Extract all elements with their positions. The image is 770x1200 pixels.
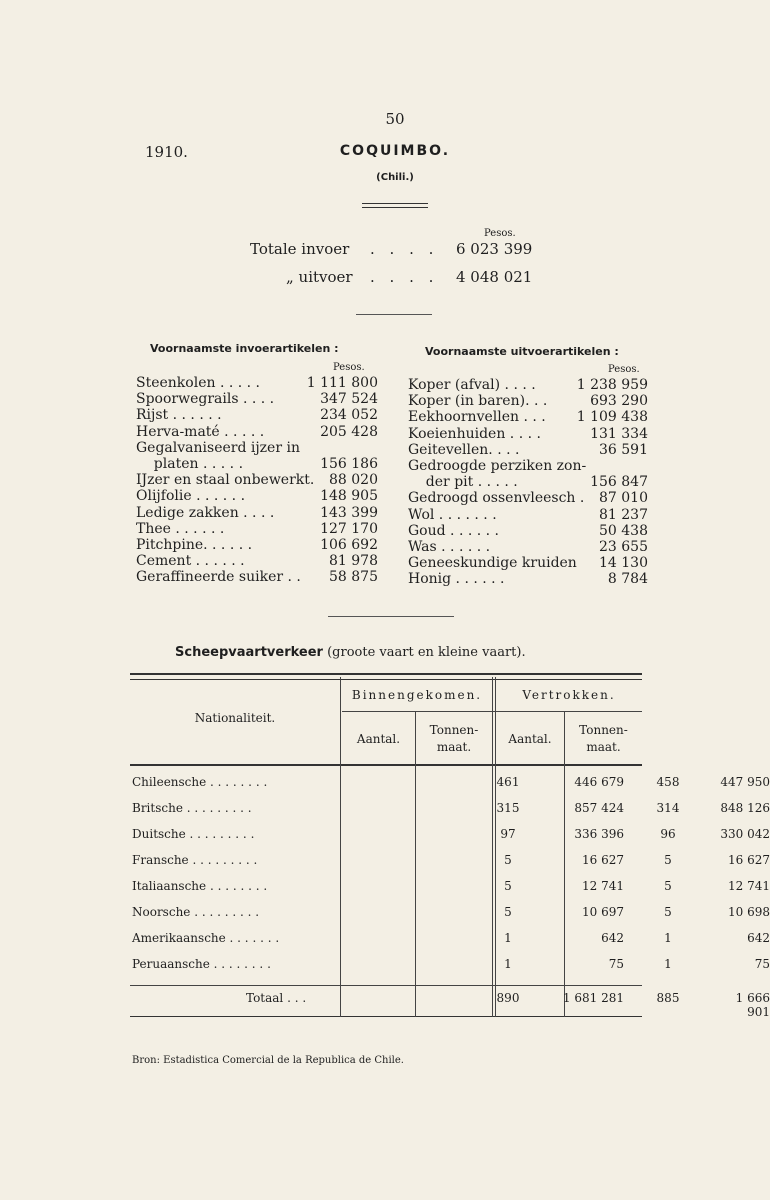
header-tonnage-2: Tonnen- maat. (579, 723, 628, 754)
table-row: Amerikaansche . . . . . . . 1 642 1 642 (132, 931, 770, 945)
list-item: Spoorwegrails . . . . 347 524 (136, 391, 378, 408)
section-divider-2 (328, 616, 454, 617)
list-item: Gedroogd ossenvleesch . 87 010 (408, 490, 648, 507)
list-item: Goud . . . . . . 50 438 (408, 522, 648, 539)
total-label: Totaal . . . (246, 991, 307, 1005)
table-row: Britsche . . . . . . . . . 315 857 424 314 848 126 (132, 801, 770, 815)
list-item: Geraffineerde suiker . . 58 875 (136, 569, 378, 586)
list-item: Ledige zakken . . . . 143 399 (136, 504, 378, 521)
table-header-rule (130, 764, 642, 766)
table-total-rule (130, 985, 642, 986)
list-item: Thee . . . . . . 127 170 (136, 520, 378, 537)
total-import-label: Totale invoer (250, 240, 350, 258)
list-item: Gegalvaniseerd ijzer in (136, 439, 300, 456)
header-nationality: Nationaliteit. (194, 711, 276, 725)
totals-block (0, 0, 715, 300)
country-subtitle: (Chili.) (376, 172, 414, 183)
total-export-row (250, 268, 540, 290)
table-row: Noorsche . . . . . . . . . 5 10 697 5 10 698 (132, 905, 770, 919)
section-divider (356, 314, 432, 315)
list-item: Wol . . . . . . . 81 237 (408, 506, 648, 523)
totals-unit: Pesos. (484, 228, 516, 239)
list-item: Eekhoornvellen . . . 1 109 438 (408, 409, 648, 426)
list-item: Koper (in baren). . . 693 290 (408, 393, 648, 410)
year: 1910. (145, 143, 188, 161)
list-item: Koeienhuiden . . . . 131 334 (408, 425, 648, 442)
list-item: Geitevellen. . . . 36 591 (408, 441, 648, 458)
exports-unit: Pesos. (608, 364, 640, 375)
list-item: Cement . . . . . . 81 978 (136, 553, 378, 570)
list-item: Honig . . . . . . 8 784 (408, 571, 648, 588)
total-export-label: „ uitvoer (286, 268, 353, 286)
page-title: COQUIMBO. (339, 143, 451, 159)
list-item: Was . . . . . . 23 655 (408, 538, 648, 555)
list-item: Koper (afval) . . . . 1 238 959 (408, 377, 648, 393)
shipping-title-main: Scheepvaartverkeer (175, 645, 323, 660)
table-row: Italiaansche . . . . . . . . 5 12 741 5 12 741 (132, 879, 770, 893)
source-note: Bron: Estadistica Comercial de la Republica de Chile. (132, 1055, 404, 1066)
table-row: Duitsche . . . . . . . . . 97 336 396 96 330 042 (132, 827, 770, 841)
header-departed: Vertrokken. (522, 688, 616, 702)
total-import-value: 6 023 399 (456, 240, 533, 258)
list-item: Gedroogde perziken zon- (408, 457, 587, 474)
list-item: der pit . . . . . 156 847 (408, 474, 648, 491)
header-tonnage-1: Tonnen- maat. (429, 723, 479, 754)
list-item: Olijfolie . . . . . . 148 905 (136, 488, 378, 505)
list-item: Steenkolen . . . . . 1 111 800 (136, 375, 378, 391)
exports-title: Voornaamste uitvoerartikelen : (425, 345, 619, 358)
table-row: Chileensche . . . . . . . . 461 446 679 458 447 950 (132, 775, 770, 789)
list-item: Rijst . . . . . . 234 052 (136, 407, 378, 424)
list-item: Pitchpine. . . . . . 106 692 (136, 536, 378, 553)
list-item: Geneeskundige kruiden 14 130 (408, 555, 648, 572)
table-top-rule (130, 673, 642, 680)
total-import-dots: . . . . (370, 240, 439, 258)
table-total-row: Totaal . . . 890 1 681 281 885 1 666 901 (246, 991, 770, 1019)
imports-title: Voornaamste invoerartikelen : (150, 342, 339, 355)
total-import-row (250, 240, 540, 262)
exports-list (408, 377, 648, 587)
header-count-2: Aantal. (508, 732, 552, 746)
header-count-1: Aantal. (356, 732, 401, 746)
total-export-value: 4 048 021 (456, 268, 533, 286)
list-item: IJzer en staal onbewerkt. 88 020 (136, 472, 378, 489)
imports-unit: Pesos. (333, 362, 365, 373)
list-item: platen . . . . . 156 186 (136, 455, 378, 472)
table-row: Peruaansche . . . . . . . . 1 75 1 75 (132, 957, 770, 971)
list-item: Herva-maté . . . . . 205 428 (136, 423, 378, 440)
total-export-dots: . . . . (370, 268, 439, 286)
page-number: 50 (385, 110, 405, 128)
header-arrived: Binnengekomen. (351, 688, 483, 702)
shipping-title (175, 645, 526, 660)
imports-list (136, 375, 378, 585)
shipping-subtitle: (groote vaart en kleine vaart). (327, 645, 526, 660)
table-row: Fransche . . . . . . . . . 5 16 627 5 16 627 (132, 853, 770, 867)
